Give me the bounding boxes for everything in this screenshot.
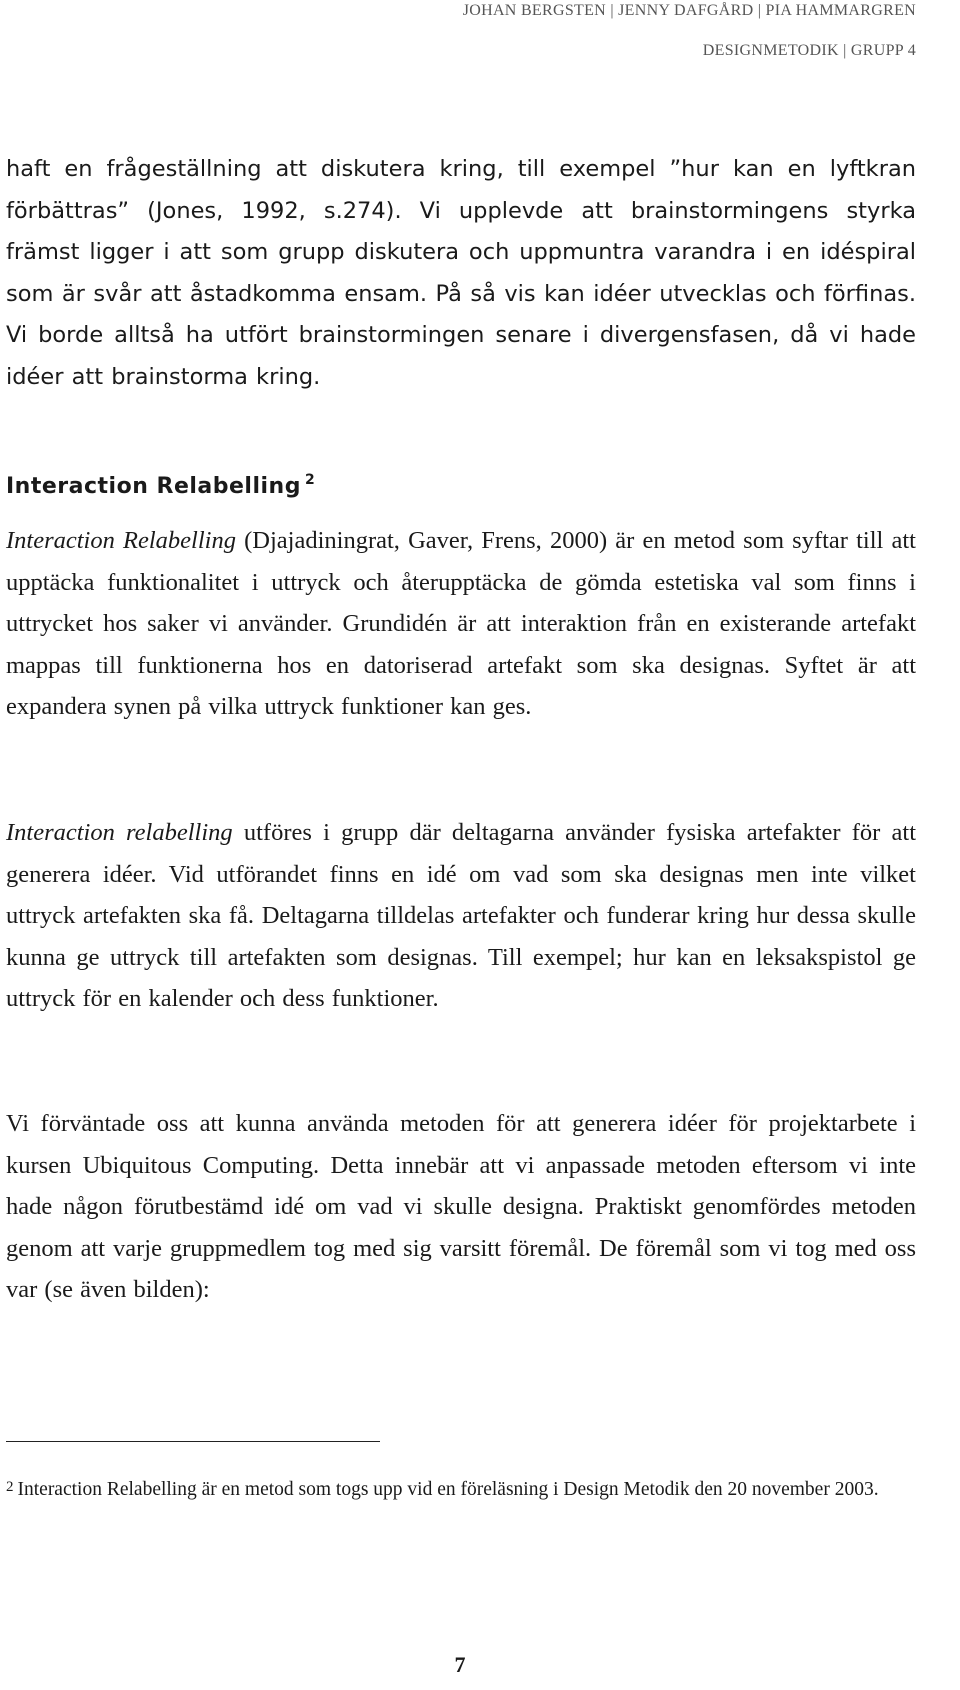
section-heading	[6, 472, 315, 499]
footnote	[6, 1466, 956, 1511]
paragraph-method-execution	[6, 812, 916, 1020]
header-authors: JOHAN BERGSTEN | JENNY DAFGÅRD | PIA HAMMARGREN	[462, 2, 916, 19]
paragraph-brainstorming-conclusion: haft en frågeställning att diskutera kring, till exempel ”hur kan en lyftkran förbättras” (Jones, 1992, s.274). Vi upplevde att brainstormingens styrka främst ligger i att som grupp diskutera och uppmuntra varandra i en idéspiral som är svår att åstadkomma ensam. På så vis kan idéer utvecklas och förfinas. Vi borde alltså ha utfört brainstormingen senare i divergensfasen, då vi hade idéer att brainstorma kring.	[6, 156, 916, 390]
method-term: Interaction Relabelling	[6, 527, 236, 554]
paragraph-text: utföres i grupp där deltagarna använder fysiska artefakter för att generera idéer. Vid utförandet finns en idé om vad som ska designas men inte vilket uttryck artefakten ska få. Deltagarna tilldelas artefakter och funderar kring hur dessa skulle kunna ge uttryck till artefakten som designas. Till exempel; hur kan en leksakspistol ge uttryck för en kalender och dess funktioner.	[6, 819, 917, 1012]
header-course: DESIGNMETODIK | GRUPP 4	[702, 42, 916, 59]
method-term: Interaction relabelling	[6, 819, 233, 846]
footnote-text: Interaction Relabelling är en metod som togs upp vid en föreläsning i Design Metodik den 20 november 2003.	[17, 1479, 879, 1500]
footnote-divider	[6, 1441, 380, 1442]
paragraph-method-definition	[6, 520, 916, 728]
paragraph-method-application: Vi förväntade oss att kunna använda metoden för att generera idéer för projektarbete i kursen Ubiquitous Computing. Detta innebär att vi anpassade metoden eftersom vi inte hade någon förutbestämd idé om vad vi skulle designa. Praktiskt genomfördes metoden genom att varje gruppmedlem tog med sig varsitt föremål. De föremål som vi tog med oss var (se även bilden):	[6, 1110, 916, 1303]
paragraph-text: (Djajadiningrat, Gaver, Frens, 2000) är en metod som syftar till att upptäcka funktionalitet i uttryck och återupptäcka de gömda estetiska val som finns i uttrycket hos saker vi använder. Grundidén är att interaktion från en existerande artefakt mappas till funktionerna hos en datoriserad artefakt som ska designas. Syftet är att expandera synen på vilka uttryck funktioner kan ges.	[6, 527, 916, 720]
footnote-mark: 2	[6, 1479, 14, 1495]
page-number: 7	[454, 1652, 466, 1677]
footnote-reference: 2	[304, 472, 316, 488]
section-title: Interaction Relabelling	[6, 474, 301, 499]
